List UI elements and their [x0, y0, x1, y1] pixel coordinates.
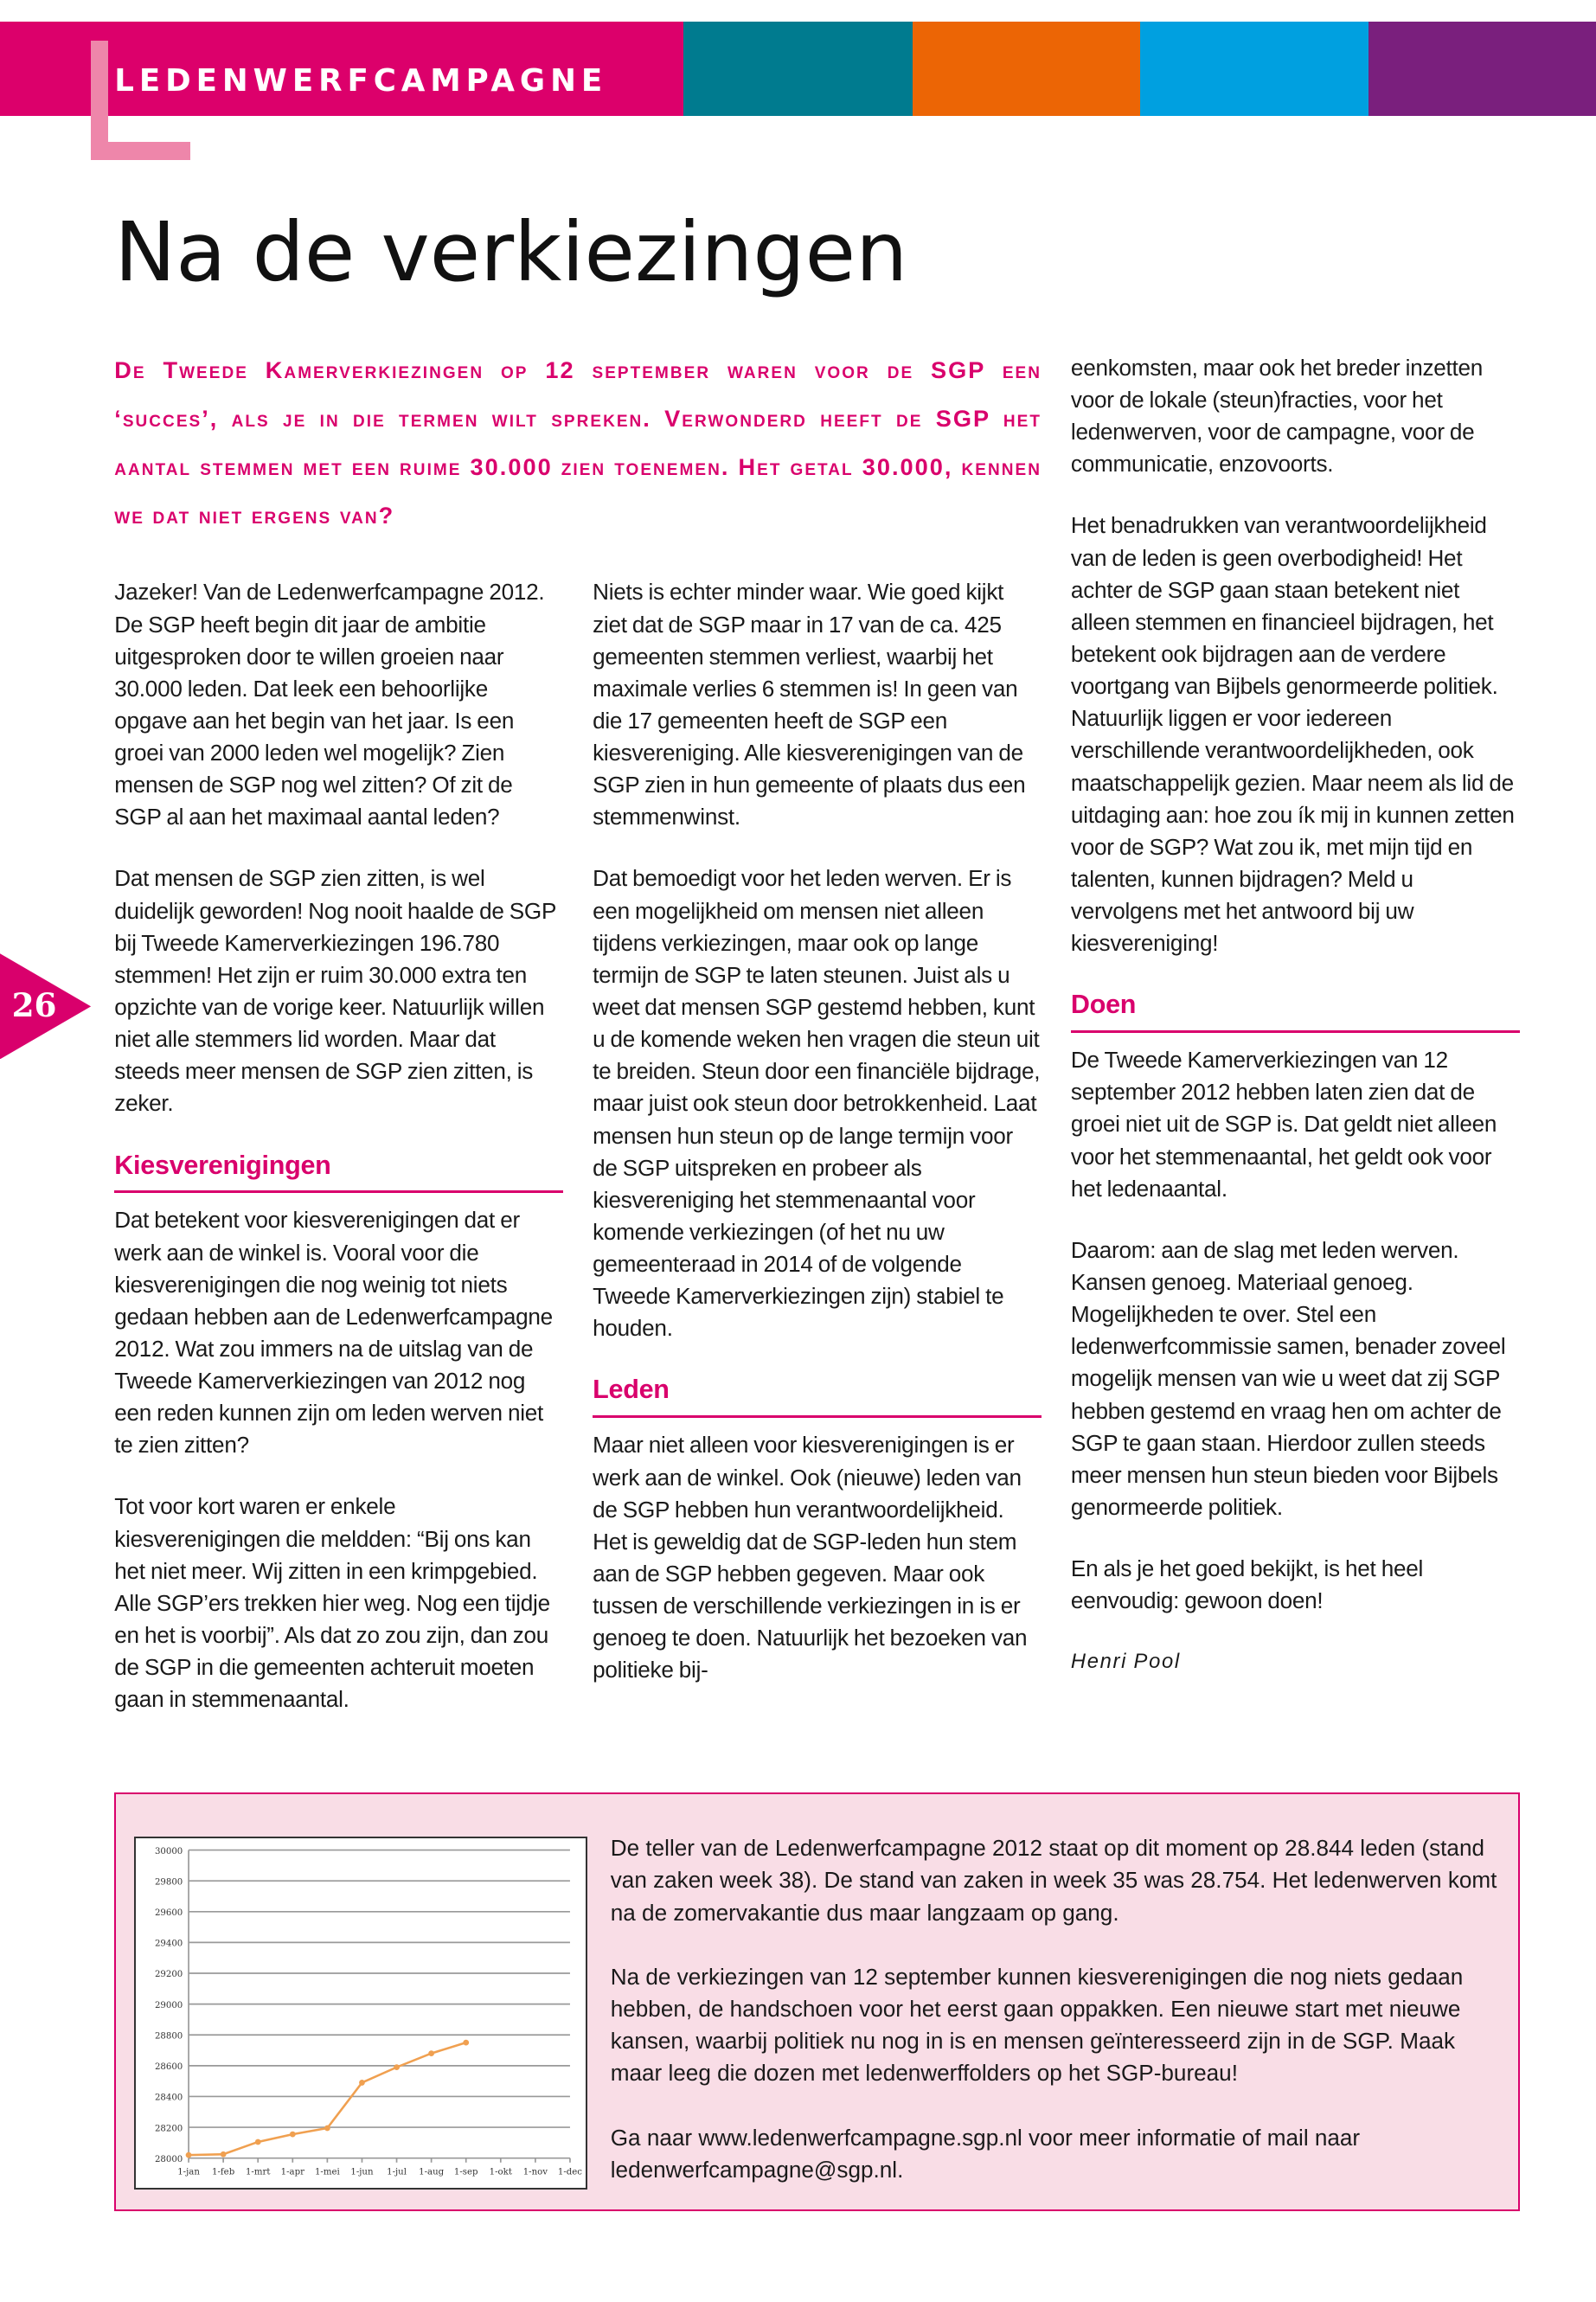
data-point [359, 2080, 365, 2086]
header-band-blue [1140, 22, 1369, 116]
member-count-chart [134, 1837, 588, 2190]
x-tick-label: 1-apr [280, 2167, 304, 2177]
page-number: 26 [11, 985, 57, 1024]
section-label: LEDENWERFCAMPAGNE [114, 62, 608, 99]
data-point [290, 2132, 296, 2138]
y-tick-label: 28600 [154, 2062, 183, 2073]
column-3 [1071, 352, 1520, 1708]
column-2 [593, 576, 1042, 1715]
paragraph: Ga naar www.ledenwerfcampagne.sgp.nl voor meer informatie of mail naar ledenwerfcampagne@sgp.nl. [610, 2124, 1361, 2183]
header-band-teal [683, 22, 913, 116]
data-point [428, 2051, 434, 2057]
article-title: Na de verkiezingen [114, 205, 908, 301]
x-tick-label: 1-jul [386, 2167, 407, 2177]
paragraph: Dat bemoedigt voor het leden werven. Er is een mogelijkheid om mensen niet alleen tijdens verkiezingen, maar ook op lange termijn de SGP te laten steunen. Juist als u weet dat mensen SGP gestemd hebben, kunt u de komende weken hen vragen die steun uit te breiden. Steun door een financiële bijdrage, maar juist ook steun door betrokkenheid. Laat mensen hun steun op de lange termijn voor de SGP uitspreken en probeer als kiesvereniging het stemmenaantal voor komende verkiezingen (of het nu uw gemeenteraad in 2014 of de volgende Tweede Kamerverkiezingen zijn) stabiel te houden. [593, 865, 1041, 1342]
data-point [394, 2065, 400, 2071]
x-tick-label: 1-sep [453, 2167, 478, 2177]
paragraph: Dat betekent voor kiesverenigingen dat er werk aan de winkel is. Vooral voor die kiesverenigingen die nog weinig tot niets gedaan hebben aan de Ledenwerfcampagne 2012. Wat zou immers na de uitslag van de Tweede Kamerverkiezingen van 2012 nog een reden kunnen zijn om leden werven niet te zien zitten? [114, 1207, 553, 1459]
paragraph: Daarom: aan de slag met leden werven. Kansen genoeg. Materiaal genoeg. Mogelijkheden te over. Stel een ledenwerfcommissie samen, benader zoveel mogelijk mensen van wie u weet dat zij SGP hebben gestemd en vraag hen om achter de SGP te gaan staan. Hierdoor zullen steeds meer mensen hun steun bieden voor Bijbels genormeerde politiek. [1070, 1236, 1506, 1520]
x-tick-label: 1-mrt [245, 2167, 271, 2177]
paragraph: Maar niet alleen voor kiesverenigingen is er werk aan de winkel. Ook (nieuwe) leden van de SGP hebben hun verantwoordelijkheid. Het is geweldig dat de SGP-leden hun stem aan de SGP hebben gegeven. Maar ook tussen de verschillende verkiezingen in is er genoeg te doen. Natuurlijk het bezoeken van politieke bij- [593, 1432, 1028, 1683]
y-tick-label: 29400 [154, 1940, 183, 1950]
subheading-leden: Leden [593, 1374, 1042, 1417]
paragraph: eenkomsten, maar ook het breder inzetten voor de lokale (steun)fracties, voor het ledenwerven, voor de campagne, voor de communicatie, enzovoorts. [1070, 354, 1484, 478]
x-tick-label: 1-jun [350, 2167, 374, 2177]
data-point [254, 2139, 260, 2145]
paragraph: Dat mensen de SGP zien zitten, is wel duidelijk geworden! Nog nooit haalde de SGP bij Tweede Kamerverkiezingen 196.780 stemmen! Het zijn er ruim 30.000 extra ten opzichte van de vorige keer. Natuurlijk willen niet alle stemmers lid worden. Maar dat steeds meer mensen de SGP zien zitten, is zeker. [114, 865, 556, 1117]
paragraph: De teller van de Ledenwerfcampagne 2012 staat op dit moment op 28.844 leden (stand van zaken week 38). De stand van zaken in week 35 was 28.754. Het ledenwerven komt na de zomervakantie dus maar langzaam op gang. [610, 1835, 1497, 1926]
series-line [189, 2043, 466, 2156]
y-tick-label: 29000 [154, 2001, 183, 2011]
y-tick-label: 30000 [154, 1847, 183, 1857]
x-tick-label: 1-mei [314, 2167, 340, 2177]
subheading-kiesverenigingen: Kiesverenigingen [114, 1150, 563, 1193]
y-tick-label: 28800 [154, 2031, 183, 2042]
y-tick-label: 28200 [154, 2124, 183, 2134]
header-band-purple [1368, 22, 1596, 116]
paragraph: De Tweede Kamerverkiezingen van 12 september 2012 hebben laten zien dat de groei niet uit de SGP is. Dat geldt niet alleen voor het stemmenaantal, het geldt ook voor het ledenaantal. [1070, 1047, 1497, 1202]
x-tick-label: 1-okt [489, 2167, 512, 2177]
data-point [220, 2151, 226, 2158]
l-logo-mark-foot [91, 142, 190, 159]
lead-paragraph: De Tweede Kamerverkiezingen op 12 september waren voor de SGP een ‘succes’, als je in die termen wilt spreken. Verwonderd heeft de SGP het aantal stemmen met een ruime 30.000 zien toenemen. Het getal 30.000, kennen we dat niet ergens van? [114, 356, 1042, 529]
paragraph: Jazeker! Van de Ledenwerfcampagne 2012. De SGP heeft begin dit jaar de ambitie uitgesproken door te willen groeien naar 30.000 leden. Dat leek een behoorlijke opgave aan het begin van het jaar. Is een groei van 2000 leden wel mogelijk? Zien mensen de SGP nog wel zitten? Of zit de SGP al aan het maximaal aantal leden? [114, 579, 545, 830]
chart-svg [136, 1838, 586, 2188]
y-tick-label: 29200 [154, 1970, 183, 1980]
paragraph: Na de verkiezingen van 12 september kunnen kiesverenigingen die nog niets gedaan hebben, de handschoen voor het eerst gaan oppakken. Een nieuwe start met nieuwe kansen, waarbij politiek nu nog in is en mensen geïnteresseerd zijn in de SGP. Maak maar leeg die dozen met ledenwerffolders op het SGP-bureau! [610, 1964, 1464, 2087]
x-tick-label: 1-aug [418, 2167, 444, 2177]
subheading-doen: Doen [1071, 989, 1520, 1032]
info-box-text [611, 1832, 1505, 2218]
x-tick-label: 1-jan [176, 2167, 200, 2177]
x-tick-label: 1-nov [522, 2167, 548, 2177]
y-tick-label: 29600 [154, 1908, 183, 1919]
data-point [463, 2040, 469, 2046]
paragraph: Niets is echter minder waar. Wie goed kijkt ziet dat de SGP maar in 17 van de ca. 425 gemeenten stemmen verliest, waarbij het maximale verlies 6 stemmen is! In geen van die 17 gemeenten heeft de SGP een kiesvereniging. Alle kiesverenigingen van de SGP zien in hun gemeente of plaats dus een stemmenwinst. [593, 579, 1026, 830]
author-signature: Henri Pool [1070, 1651, 1181, 1674]
paragraph: Tot voor kort waren er enkele kiesverenigingen die meldden: “Bij ons kan het niet meer. Wij zitten in een krimpgebied. Alle SGP’ers trekken hier weg. Nog een tijdje en het is voorbij”. Als dat zo zou zijn, dan zou de SGP in die gemeenten achteruit moeten gaan in stemmenaantal. [114, 1493, 550, 1713]
y-tick-label: 28000 [154, 2155, 183, 2165]
y-tick-label: 29800 [154, 1877, 183, 1888]
data-point [324, 2126, 330, 2132]
x-tick-label: 1-feb [211, 2167, 234, 2177]
data-point [185, 2152, 191, 2158]
header-band-orange [913, 22, 1140, 116]
paragraph: Het benadrukken van verantwoordelijkheid van de leden is geen overbodigheid! Het achter de SGP gaan staan betekent niet alleen stemmen en financieel bijdragen, het betekent ook bijdragen aan de verdere voortgang van Bijbels genormeerde politiek. Natuurlijk liggen er voor iedereen verschillende verantwoordelijkheden, ook maatschappelijk gezien. Maar neem als lid de uitdaging aan: hoe zou ík mij in kunnen zetten voor de SGP? Wat zou ik, met mijn tijd en talenten, kunnen bijdragen? Meld u vervolgens met het antwoord bij uw kiesvereniging! [1070, 512, 1515, 957]
info-box [114, 1792, 1520, 2211]
x-tick-label: 1-dec [557, 2167, 582, 2177]
y-tick-label: 28400 [154, 2094, 183, 2104]
paragraph: En als je het goed bekijkt, is het heel eenvoudig: gewoon doen! [1070, 1555, 1424, 1614]
column-1 [114, 576, 563, 1745]
